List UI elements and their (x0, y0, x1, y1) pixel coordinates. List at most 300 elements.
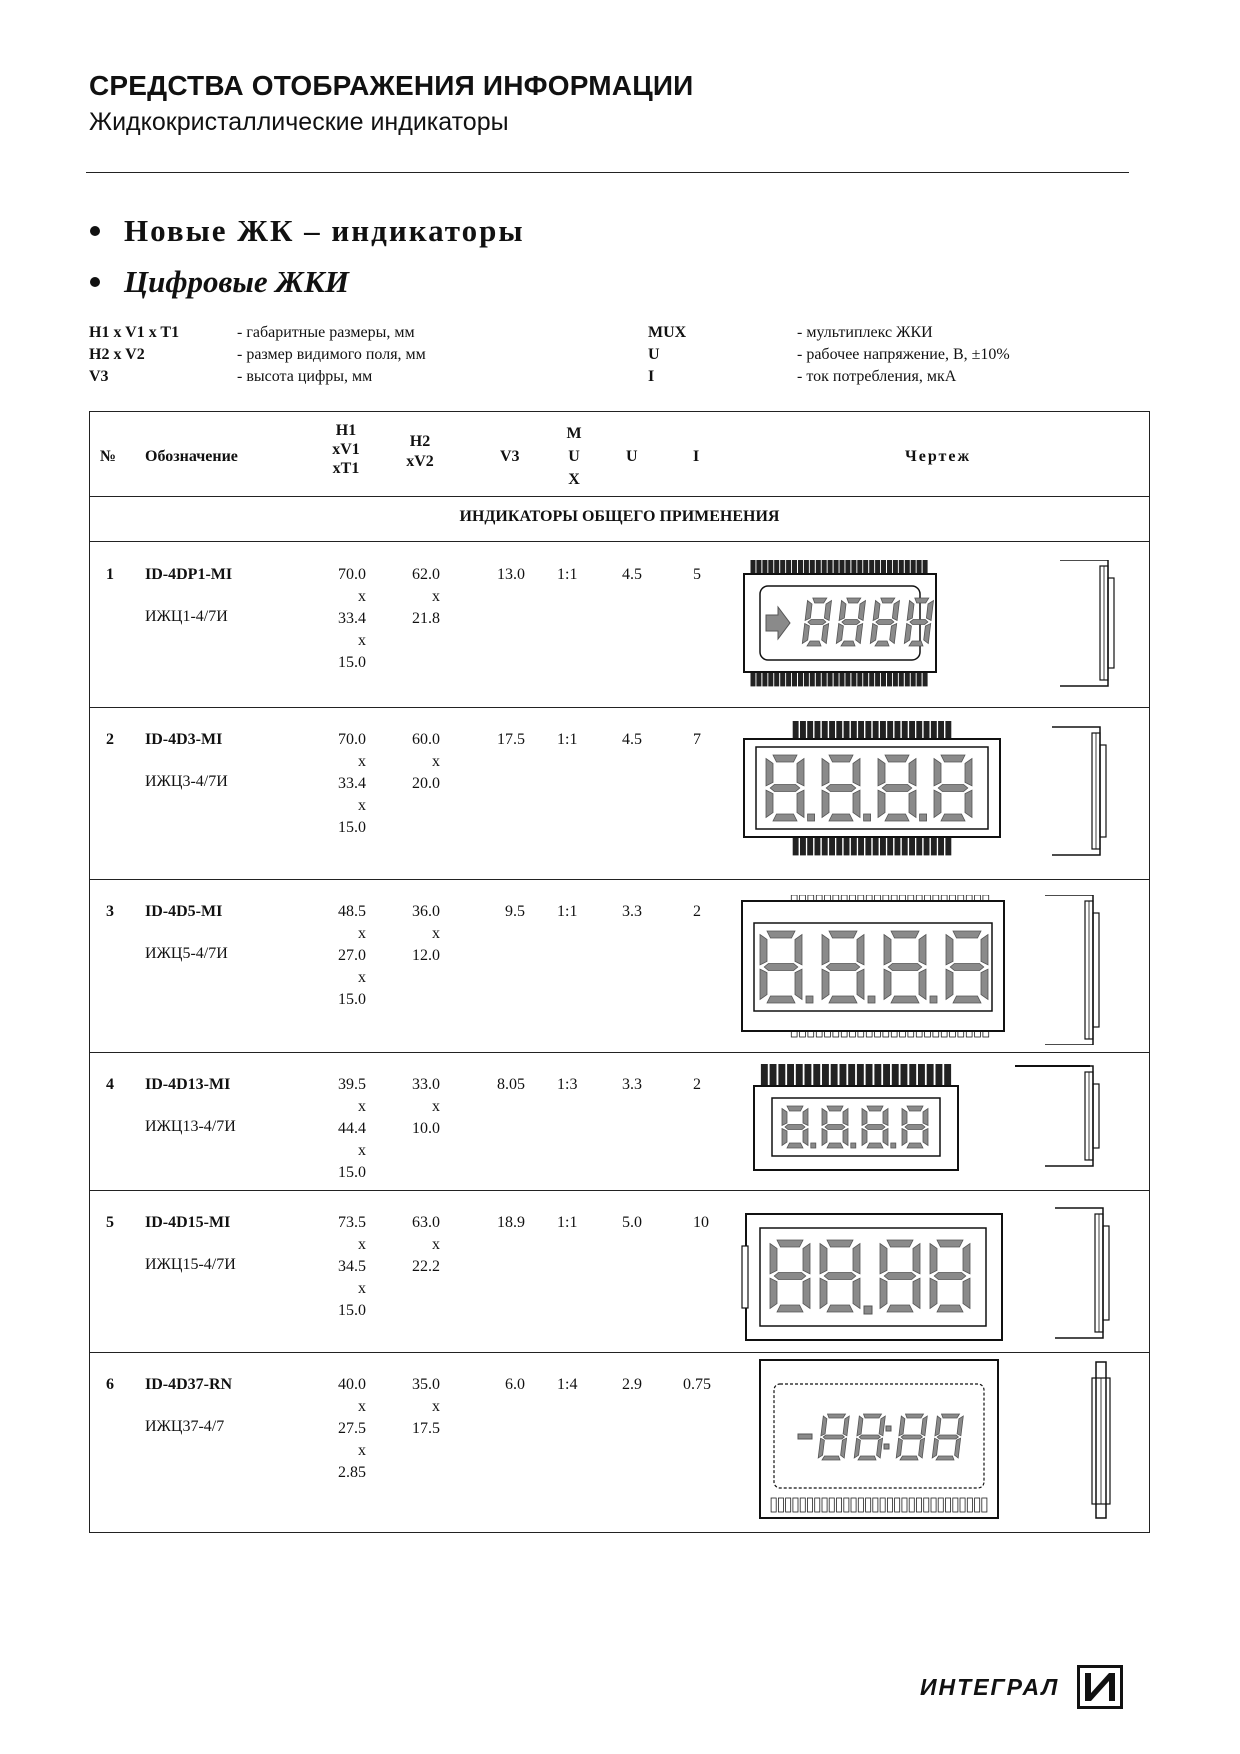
digit-segment (953, 931, 981, 938)
value-x: x (358, 588, 366, 605)
value-h2: 62.0 (412, 566, 440, 583)
digit-segment (822, 1456, 840, 1460)
pin (902, 837, 907, 855)
pin (939, 721, 944, 739)
value-i: 5 (693, 566, 701, 583)
pin (830, 721, 835, 739)
value-mux: 1:3 (557, 1076, 578, 1093)
digit-segment (884, 1273, 916, 1280)
digit-segment (902, 1109, 907, 1126)
pin (887, 560, 891, 574)
legend-key: MUX (648, 324, 687, 341)
value-mux: 1:1 (557, 731, 578, 748)
digit-segment (941, 814, 965, 821)
pin (763, 672, 767, 686)
pin (895, 837, 900, 855)
pin (870, 560, 874, 574)
digit-segment (867, 1106, 883, 1111)
pin (840, 1064, 846, 1086)
lcd-spec-table (89, 411, 1150, 1533)
pin (769, 560, 773, 574)
value-x: x (358, 753, 366, 770)
digit-segment (883, 1129, 888, 1146)
pin (905, 672, 909, 686)
pin (787, 560, 791, 574)
pin (888, 837, 893, 855)
digit-segment (878, 790, 885, 817)
digit-segment (797, 759, 804, 786)
value-v1: 33.4 (338, 610, 366, 627)
digit-segment (981, 935, 988, 965)
pin (899, 560, 903, 574)
pin (771, 1498, 776, 1512)
pin (880, 837, 885, 855)
pin (892, 1064, 898, 1086)
pin (844, 721, 849, 739)
decimal-point (811, 1143, 816, 1148)
side-view (1045, 1066, 1099, 1166)
value-x: x (432, 1398, 440, 1415)
digit-segment (764, 964, 798, 971)
header-x: x (406, 453, 415, 470)
legend-key: U (648, 346, 660, 363)
digit-segment (827, 1305, 853, 1312)
pin (851, 721, 856, 739)
digit-segment (876, 620, 894, 625)
pin (875, 1064, 881, 1086)
pin (815, 721, 820, 739)
pin (982, 1498, 987, 1512)
legend-desc: - мультиплекс ЖКИ (797, 324, 933, 341)
digit-segment (937, 1435, 958, 1439)
digit-segment (857, 969, 864, 999)
pin (808, 721, 813, 739)
pin (967, 1498, 972, 1512)
pin (905, 560, 909, 574)
pin (910, 1064, 916, 1086)
digit-segment (829, 931, 857, 938)
digit-segment (930, 1244, 937, 1274)
value-x: x (358, 1280, 366, 1297)
value-h1: 40.0 (338, 1376, 366, 1393)
digit-segment (884, 969, 891, 999)
pin (770, 1064, 776, 1086)
digit-segment (822, 935, 829, 965)
legend-desc: - размер видимого поля, мм (237, 346, 426, 363)
pin (859, 721, 864, 739)
pin (793, 721, 798, 739)
pin (873, 837, 878, 855)
digit-segment (906, 1414, 924, 1418)
value-i: 10 (693, 1214, 709, 1231)
row-number: 3 (106, 903, 114, 920)
digit-segment (803, 1244, 810, 1274)
value-x: x (432, 925, 440, 942)
digit-segment (857, 935, 864, 965)
digit-segment (942, 1414, 960, 1418)
pin (923, 672, 927, 686)
pin (960, 1498, 965, 1512)
pin (918, 1064, 924, 1086)
digit-segment (965, 790, 972, 817)
pin (816, 672, 820, 686)
value-x: x (358, 632, 366, 649)
row-divider-line (90, 707, 1149, 708)
model-alt-code: ИЖЦ13-4/7И (145, 1118, 236, 1135)
digit-segment (887, 1305, 913, 1312)
value-i: 7 (693, 731, 701, 748)
pin (834, 560, 838, 574)
pin (917, 560, 921, 574)
side-view (1055, 1208, 1109, 1338)
value-v3: 17.5 (497, 731, 525, 748)
digit-segment (808, 620, 826, 625)
pin (800, 837, 805, 855)
pin (911, 560, 915, 574)
digit-segment (770, 785, 800, 792)
digit-segment (795, 969, 802, 999)
value-x: x (358, 925, 366, 942)
digit-segment (934, 759, 941, 786)
pin (887, 1498, 892, 1512)
lcd-drawing (740, 895, 1120, 1050)
pin (849, 1064, 855, 1086)
digit-segment (827, 1106, 843, 1111)
decimal-point (891, 1143, 896, 1148)
pin (909, 1498, 914, 1512)
digit-segment (827, 1143, 843, 1148)
value-h1: 73.5 (338, 1214, 366, 1231)
digit-segment (867, 1143, 883, 1148)
digit-segment (941, 755, 965, 762)
pin (858, 1498, 863, 1512)
value-mux: 1:1 (557, 903, 578, 920)
pin (888, 721, 893, 739)
pin (866, 1064, 872, 1086)
value-x: x (358, 797, 366, 814)
digit-segment (773, 814, 797, 821)
pin (910, 721, 915, 739)
value-t1: 15.0 (338, 991, 366, 1008)
digit-segment (787, 1143, 803, 1148)
value-t1: 2.85 (338, 1464, 366, 1481)
value-i: 0.75 (683, 1376, 711, 1393)
value-t1: 15.0 (338, 1164, 366, 1181)
header-u: U (568, 448, 580, 465)
digit-segment (823, 1435, 844, 1439)
value-h1: 70.0 (338, 566, 366, 583)
decimal-point (864, 814, 871, 821)
pin (975, 1498, 980, 1512)
pin (916, 1498, 921, 1512)
value-v2: 21.8 (412, 610, 440, 627)
colon-dot (886, 1426, 891, 1431)
digit-segment (829, 814, 853, 821)
pin (873, 1498, 878, 1512)
legend-desc: - ток потребления, мкА (797, 368, 957, 385)
pin (876, 672, 880, 686)
digit-segment (842, 620, 860, 625)
pin (798, 672, 802, 686)
pin (857, 1064, 863, 1086)
pin (830, 837, 835, 855)
pin (822, 837, 827, 855)
dims-h1v1t1 (316, 1374, 366, 1484)
header-h1: H1 (335, 422, 357, 439)
value-v1: 27.0 (338, 947, 366, 964)
digit-segment (946, 935, 953, 965)
decimal-point (920, 814, 927, 821)
pin (851, 1498, 856, 1512)
digit-segment (797, 790, 804, 817)
digit-segment (767, 996, 795, 1003)
model-alt-code: ИЖЦ37-4/7 (145, 1418, 225, 1435)
col-header-u: U (626, 448, 638, 465)
digit-segment (822, 790, 829, 817)
value-i: 2 (693, 1076, 701, 1093)
digit-segment (824, 1273, 856, 1280)
pin (895, 1498, 900, 1512)
digit-segment (822, 1129, 827, 1146)
minus-sign (798, 1434, 812, 1439)
colon-dot (864, 1306, 872, 1314)
digit-segment (885, 755, 909, 762)
value-x: x (358, 1142, 366, 1159)
decimal-point (806, 996, 813, 1003)
pin (852, 560, 856, 574)
model-alt-code: ИЖЦ3-4/7И (145, 773, 228, 790)
pin (786, 1498, 791, 1512)
pin (787, 672, 791, 686)
pin (864, 672, 868, 686)
integral-logo (920, 1665, 1123, 1709)
header-h2: H2 (409, 433, 431, 450)
value-x: x (432, 1098, 440, 1115)
pin (775, 560, 779, 574)
pin (751, 672, 755, 686)
model-code: ID-4D37-RN (145, 1376, 233, 1393)
pin (822, 1064, 828, 1086)
value-x: x (432, 588, 440, 605)
pin (781, 560, 785, 574)
model-code: ID-4DP1-MI (145, 566, 233, 583)
bullet-text: Цифровые ЖКИ (124, 264, 350, 299)
row-number: 1 (106, 566, 114, 583)
model-code: ID-4D3-MI (145, 731, 223, 748)
legend-keys-left (89, 322, 179, 388)
pin (814, 1064, 820, 1086)
value-x: x (432, 753, 440, 770)
pin (763, 560, 767, 574)
pin (822, 721, 827, 739)
logo-text: ИНТЕГРАЛ (920, 1673, 1060, 1700)
pin (829, 1498, 834, 1512)
pin (917, 672, 921, 686)
pin (775, 672, 779, 686)
pin (778, 1498, 783, 1512)
value-x: x (358, 969, 366, 986)
pin (946, 1498, 951, 1512)
digit-segment (923, 1109, 928, 1126)
digit-segment (803, 1109, 808, 1126)
digit-segment (825, 1125, 845, 1130)
value-v2: 20.0 (412, 775, 440, 792)
digit-segment (862, 1109, 867, 1126)
digit-segment (882, 785, 912, 792)
pin (880, 721, 885, 739)
bullet-dot-icon (90, 277, 100, 287)
value-u: 4.5 (622, 566, 642, 583)
digit-segment (913, 1278, 920, 1308)
pin (769, 672, 773, 686)
digit-segment (782, 1109, 787, 1126)
legend-key: H2 x V2 (89, 346, 145, 363)
value-v1: 44.4 (338, 1120, 366, 1137)
pin (810, 560, 814, 574)
digit-segment (858, 1456, 876, 1460)
legend-key: V3 (89, 368, 109, 385)
pin (800, 721, 805, 739)
digit-segment (767, 931, 795, 938)
header-v1-text: V1 (340, 441, 360, 458)
pin (834, 672, 838, 686)
pin (866, 721, 871, 739)
pin (793, 837, 798, 855)
digit-segment (822, 759, 829, 786)
pin (881, 672, 885, 686)
digit-segment (853, 790, 860, 817)
value-x: x (358, 1398, 366, 1415)
digit-segment (923, 1129, 928, 1146)
value-t1: 15.0 (338, 654, 366, 671)
header-t1-text: T1 (340, 460, 360, 477)
col-header-drawing: Чертеж (905, 448, 972, 465)
pin (807, 1498, 812, 1512)
legend-desc: - габаритные размеры, мм (237, 324, 415, 341)
value-t1: 15.0 (338, 819, 366, 836)
bullet-digital-lcd (90, 264, 349, 300)
digit-segment (981, 969, 988, 999)
side-view (1052, 727, 1106, 855)
bullet-dot-icon (90, 226, 100, 236)
value-v1: 34.5 (338, 1258, 366, 1275)
pin (893, 672, 897, 686)
value-v3: 13.0 (497, 566, 525, 583)
digit-segment (770, 1278, 777, 1308)
digit-segment (760, 969, 767, 999)
bullet-new-lcd (90, 213, 525, 249)
digit-segment (843, 1109, 848, 1126)
pin (837, 837, 842, 855)
digit-segment (853, 759, 860, 786)
pin (828, 560, 832, 574)
header-v2-text: V2 (414, 453, 434, 470)
pin (887, 672, 891, 686)
pin (808, 837, 813, 855)
legend-desc-left (237, 322, 426, 388)
header-m: M (566, 425, 582, 442)
value-h2: 63.0 (412, 1214, 440, 1231)
value-v3: 9.5 (505, 903, 525, 920)
value-v3: 8.05 (497, 1076, 525, 1093)
digit-segment (880, 1244, 887, 1274)
digit-segment (888, 964, 922, 971)
value-v1: 27.5 (338, 1420, 366, 1437)
digit-segment (936, 1456, 954, 1460)
row-divider-line (90, 1190, 1149, 1191)
pin (837, 721, 842, 739)
value-t1: 15.0 (338, 1302, 366, 1319)
model-alt-code: ИЖЦ15-4/7И (145, 1256, 236, 1273)
digit-segment (862, 1129, 867, 1146)
pin (910, 837, 915, 855)
pin (923, 560, 927, 574)
pin (781, 672, 785, 686)
value-v2: 10.0 (412, 1120, 440, 1137)
pin (846, 672, 850, 686)
value-v3: 6.0 (505, 1376, 525, 1393)
value-h2: 35.0 (412, 1376, 440, 1393)
header-x: x (332, 460, 341, 477)
digit-segment (865, 1125, 885, 1130)
decimal-point (930, 996, 937, 1003)
legend-desc-right (797, 322, 1010, 388)
value-h1: 39.5 (338, 1076, 366, 1093)
pin (931, 721, 936, 739)
digit-segment (826, 785, 856, 792)
header-divider (86, 172, 1129, 173)
pin (805, 1064, 811, 1086)
model-code: ID-4D5-MI (145, 903, 223, 920)
digit-segment (777, 1240, 803, 1247)
page-title: СРЕДСТВА ОТОБРАЖЕНИЯ ИНФОРМАЦИИ (89, 70, 694, 101)
digit-segment (774, 1273, 806, 1280)
digit-segment (907, 1106, 923, 1111)
digit-segment (909, 759, 916, 786)
lcd-drawing (750, 1064, 1130, 1179)
model-code: ID-4D15-MI (145, 1214, 231, 1231)
digit-segment (938, 785, 968, 792)
pin (901, 1064, 907, 1086)
pin (816, 560, 820, 574)
value-h1: 70.0 (338, 731, 366, 748)
value-h2: 36.0 (412, 903, 440, 920)
pin (804, 560, 808, 574)
pin (761, 1064, 767, 1086)
digit-segment (953, 996, 981, 1003)
digit-segment (820, 1244, 827, 1274)
lcd-drawing (740, 560, 1120, 695)
pin (798, 560, 802, 574)
value-mux: 1:1 (557, 566, 578, 583)
pin (902, 721, 907, 739)
digit-segment (822, 1109, 827, 1126)
lcd-drawing (742, 721, 1122, 866)
pin (880, 1498, 885, 1512)
pin (793, 1498, 798, 1512)
legend-keys-right (648, 322, 686, 388)
row-number: 5 (106, 1214, 114, 1231)
digit-segment (950, 964, 984, 971)
digit-segment (822, 969, 829, 999)
row-divider-line (90, 879, 1149, 880)
decimal-point (868, 996, 875, 1003)
decimal-point (851, 1143, 856, 1148)
pin (953, 1498, 958, 1512)
digit-segment (827, 1240, 853, 1247)
value-x: x (358, 1442, 366, 1459)
digit-segment (937, 1305, 963, 1312)
